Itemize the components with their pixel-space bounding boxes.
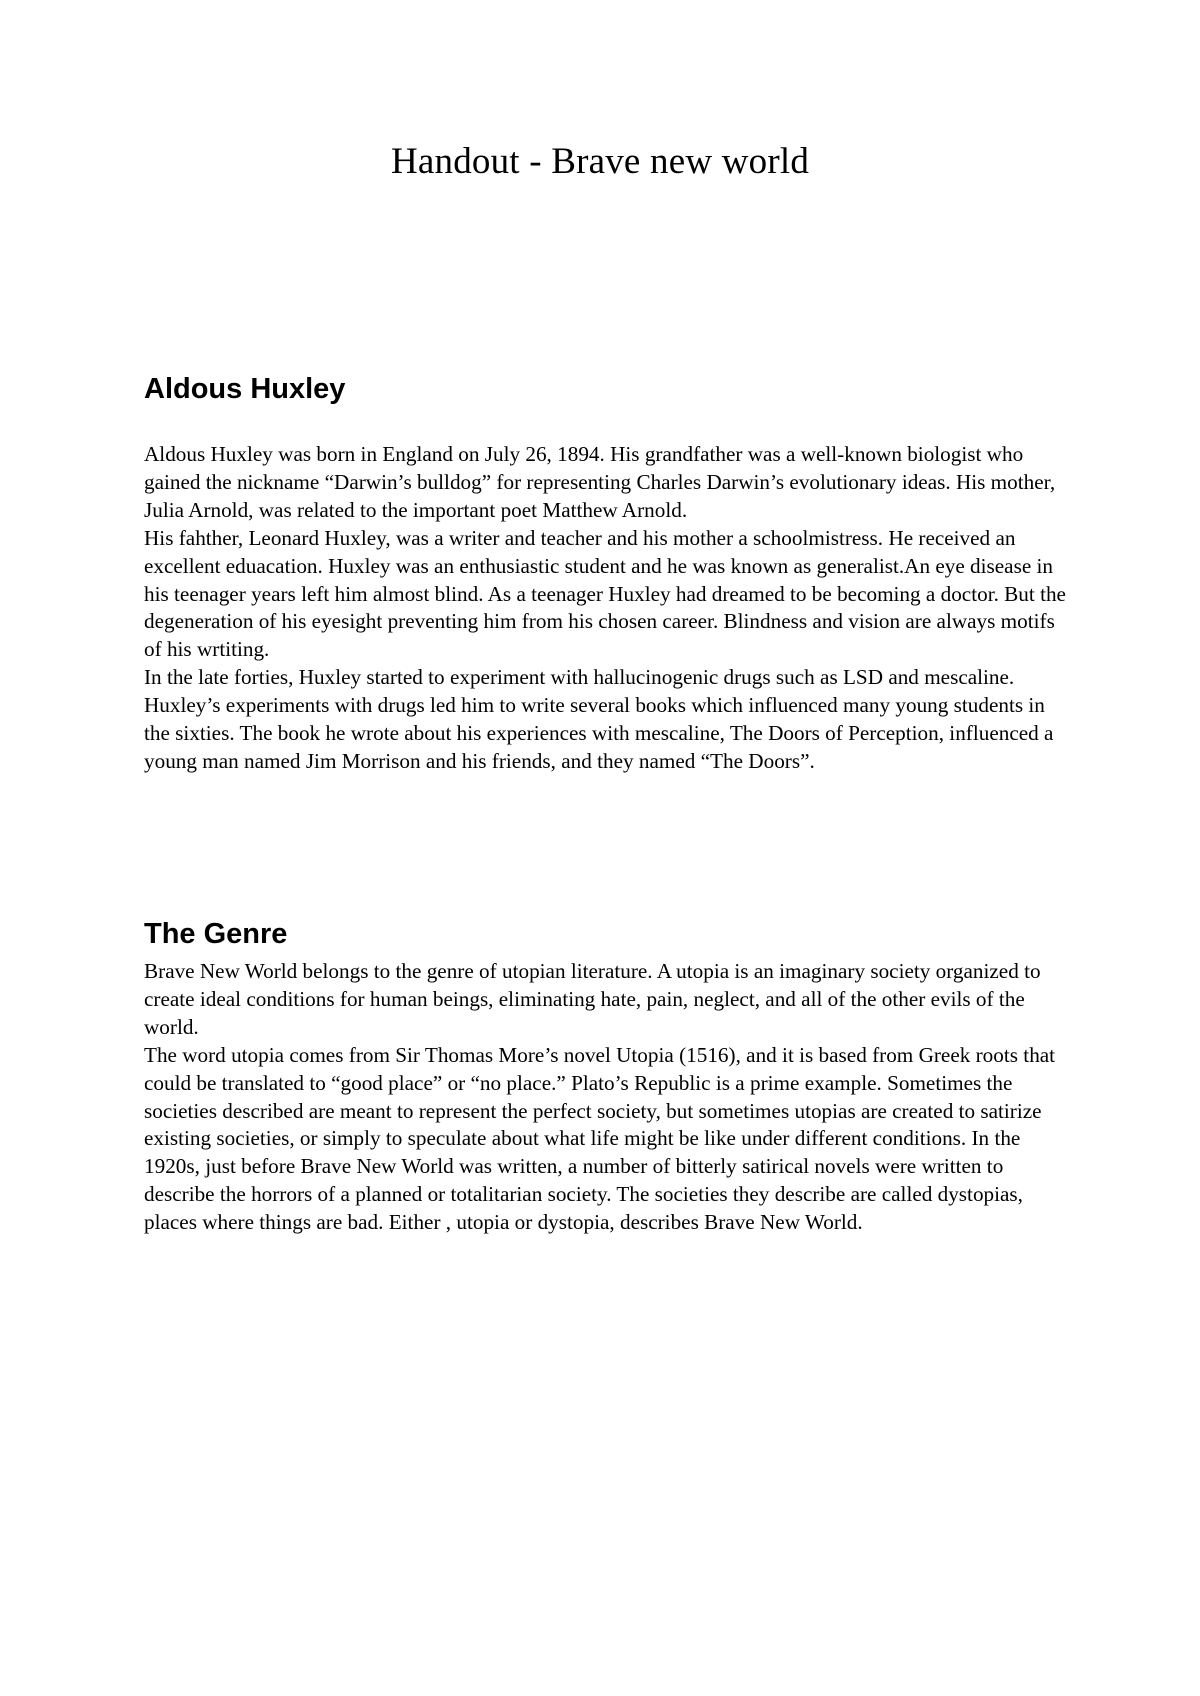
paragraph: His fahther, Leonard Huxley, was a writer and teacher and his mother a schoolmistress. He received an excellent eduacation. Huxley was an enthusiastic student and he was known as generalist.An eye disease in his teenager years left him almost blind. As a teenager Huxley had dreamed to be becoming a doctor. But the degeneration of his eyesight preventing him from his chosen career. Blindness and vision are always motifs of his wrtiting. xyxy=(144,525,1066,662)
paragraph: Brave New World belongs to the genre of utopian literature. A utopia is an imaginary society organized to create ideal conditions for human beings, eliminating hate, pain, neglect, and all of the other evils of the world. xyxy=(144,959,1041,1039)
paragraph: The word utopia comes from Sir Thomas More’s novel Utopia (1516), and it is based from Greek roots that could be translated to “good place” or “no place.” Plato’s Republic is a prime example. Sometimes the societies described are meant to represent the perfect society, but sometimes utopias are created to satirize existing societies, or simply to speculate about what life might be like under different conditions. In the 1920s, just before Brave New World was written, a number of bitterly satirical novels were written to describe the horrors of a planned or totalitarian society. The societies they describe are called dystopias, places where things are bad. Either , utopia or dystopia, describes Brave New World. xyxy=(144,1042,1056,1235)
paragraph: In the late forties, Huxley started to experiment with hallucinogenic drugs such as LSD and mescaline. Huxley’s experiments with drugs led him to write several books which influenced many young students in the sixties. The book he wrote about his experiences with mescaline, The Doors of Perception, influenced a young man named Jim Morrison and his friends, and they named “The Doors”. xyxy=(144,665,1054,773)
section-body-aldous-huxley xyxy=(144,441,1074,776)
paragraph: Aldous Huxley was born in England on July 26, 1894. His grandfather was a well-known biologist who gained the nickname “Darwin’s bulldog” for representing Charles Darwin’s evolutionary ideas. His mother, Julia Arnold, was related to the important poet Matthew Arnold. xyxy=(144,442,1056,522)
section-body-the-genre xyxy=(144,958,1074,1237)
section-heading-the-genre: The Genre xyxy=(144,918,288,950)
document-title: Handout - Brave new world xyxy=(390,141,810,182)
section-heading-aldous-huxley: Aldous Huxley xyxy=(144,373,346,405)
